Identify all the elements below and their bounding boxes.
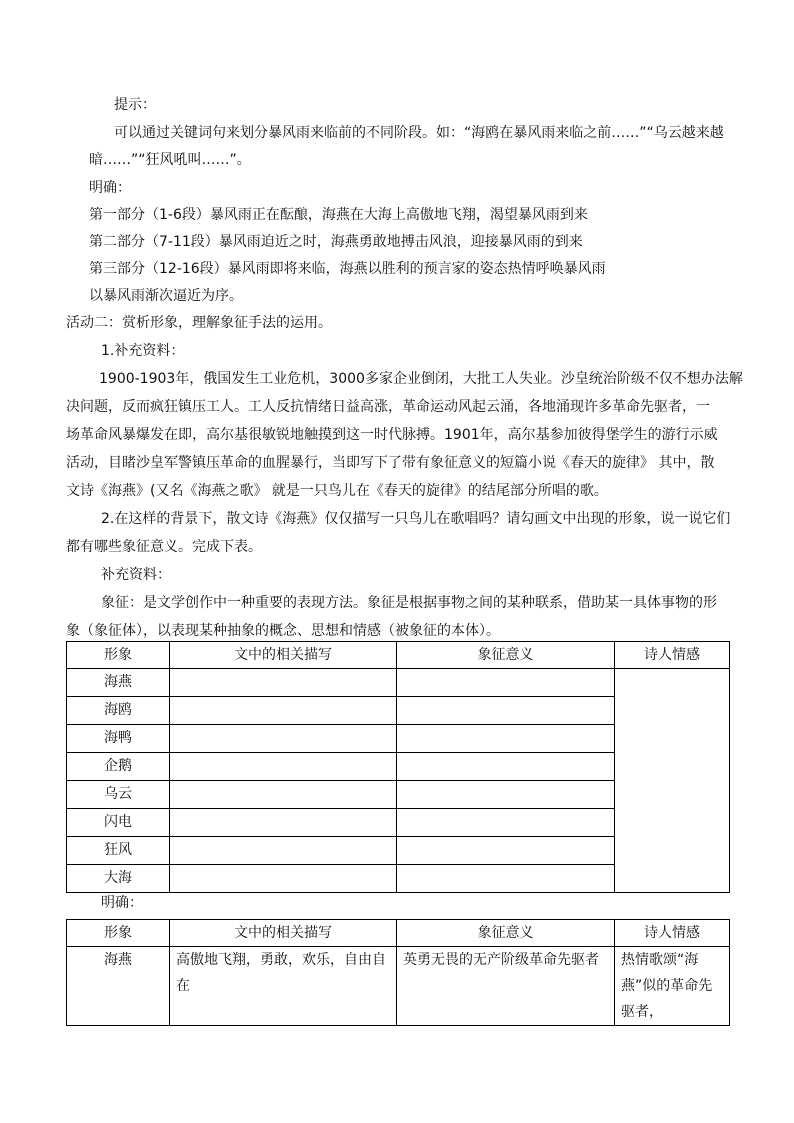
- header-emotion: 诗人情感: [615, 642, 730, 669]
- meaning-cell: 英勇无畏的无产阶级革命先驱者: [397, 947, 615, 1026]
- symbol-line: 象征：是文学创作中一种重要的表现方法。象征是根据事物之间的某种联系，借助某一具体事物的形: [101, 595, 717, 611]
- order-note: 以暴风雨渐次逼近为序。: [89, 288, 243, 304]
- meaning-cell[interactable]: [397, 753, 615, 781]
- question-line: 2.在这样的背景下，散文诗《海燕》仅仅描写一只鸟儿在歌唱吗？请勾画文中出现的形象，说一说它们: [101, 511, 731, 527]
- description-cell[interactable]: [170, 669, 397, 697]
- row-image: 闪电: [67, 809, 170, 837]
- row-image: 海燕: [67, 669, 170, 697]
- meaning-cell[interactable]: [397, 725, 615, 753]
- clarify-label: 明确：: [89, 180, 131, 196]
- row-image: 海鸥: [67, 697, 170, 725]
- meaning-cell[interactable]: [397, 865, 615, 893]
- background-line: 场革命风暴爆发在即，高尔基很敏锐地触摸到这一时代脉搏。1901年，高尔基参加彼得堡学生的游行示威: [66, 427, 718, 443]
- table-row: [67, 947, 730, 1026]
- answer-table: [66, 919, 730, 1026]
- emotion-cell[interactable]: [615, 669, 730, 893]
- description-cell[interactable]: [170, 725, 397, 753]
- hint-text-line2: 暗……”“狂风吼叫……”。: [89, 152, 251, 168]
- meaning-cell[interactable]: [397, 837, 615, 865]
- header-image: 形象: [67, 920, 170, 947]
- part-1: 第一部分（1-6段）暴风雨正在酝酿，海燕在大海上高傲地飞翔，渴望暴风雨到来: [89, 207, 588, 223]
- symbol-line: 象（象征体），以表现某种抽象的概念、思想和情感（被象征的本体）。: [66, 623, 500, 639]
- row-image: 企鹅: [67, 753, 170, 781]
- background-line: 决问题，反而疯狂镇压工人。工人反抗情绪日益高涨，革命运动风起云涌，各地涌现许多革命先驱者，一: [66, 399, 710, 415]
- description-cell: 高傲地飞翔，勇敢，欢乐，自由自在: [170, 947, 397, 1026]
- row-image: 海燕: [67, 947, 170, 1026]
- hint-label: 提示：: [114, 97, 156, 113]
- symbol-table: [66, 641, 730, 893]
- description-cell[interactable]: [170, 837, 397, 865]
- part-3: 第三部分（12-16段）暴风雨即将来临，海燕以胜利的预言家的姿态热情呼唤暴风雨: [89, 261, 606, 277]
- description-cell[interactable]: [170, 809, 397, 837]
- background-line: 文诗《海燕》(又名《海燕之歌》 就是一只鸟儿在《春天的旋律》的结尾部分所唱的歌。: [66, 483, 608, 499]
- table-row: [67, 669, 730, 697]
- header-image: 形象: [67, 642, 170, 669]
- header-emotion: 诗人情感: [615, 920, 730, 947]
- background-line: 1900-1903年，俄国发生工业危机，3000多家企业倒闭，大批工人失业。沙皇统治阶级不仅不想办法解: [99, 371, 743, 387]
- header-meaning: 象征意义: [397, 920, 615, 947]
- description-cell[interactable]: [170, 697, 397, 725]
- part-2: 第二部分（7-11段）暴风雨迫近之时，海燕勇敢地搏击风浪，迎接暴风雨的到来: [89, 234, 583, 250]
- supplement-label-2: 补充资料：: [101, 567, 171, 583]
- header-description: 文中的相关描写: [170, 920, 397, 947]
- row-image: 大海: [67, 865, 170, 893]
- header-meaning: 象征意义: [397, 642, 615, 669]
- header-description: 文中的相关描写: [170, 642, 397, 669]
- activity-title: 活动二：赏析形象，理解象征手法的运用。: [66, 315, 332, 331]
- meaning-cell[interactable]: [397, 781, 615, 809]
- row-image: 乌云: [67, 781, 170, 809]
- description-cell[interactable]: [170, 753, 397, 781]
- background-line: 活动，目睹沙皇军警镇压革命的血腥暴行，当即写下了带有象征意义的短篇小说《春天的旋律》 其中，散: [66, 455, 715, 471]
- description-cell[interactable]: [170, 865, 397, 893]
- hint-text-line1: 可以通过关键词句来划分暴风雨来临前的不同阶段。如：“海鸥在暴风雨来临之前……”“乌云越来越: [114, 125, 724, 141]
- row-image: 狂风: [67, 837, 170, 865]
- meaning-cell[interactable]: [397, 697, 615, 725]
- question-line: 都有哪些象征意义。完成下表。: [66, 539, 262, 555]
- row-image: 海鸭: [67, 725, 170, 753]
- supplement-label-1: 1.补充资料：: [101, 343, 185, 359]
- emotion-cell: 热情歌颂“海燕”似的革命先驱者，: [615, 947, 730, 1026]
- meaning-cell[interactable]: [397, 809, 615, 837]
- meaning-cell[interactable]: [397, 669, 615, 697]
- description-cell[interactable]: [170, 781, 397, 809]
- clarify-label-2: 明确：: [101, 895, 143, 911]
